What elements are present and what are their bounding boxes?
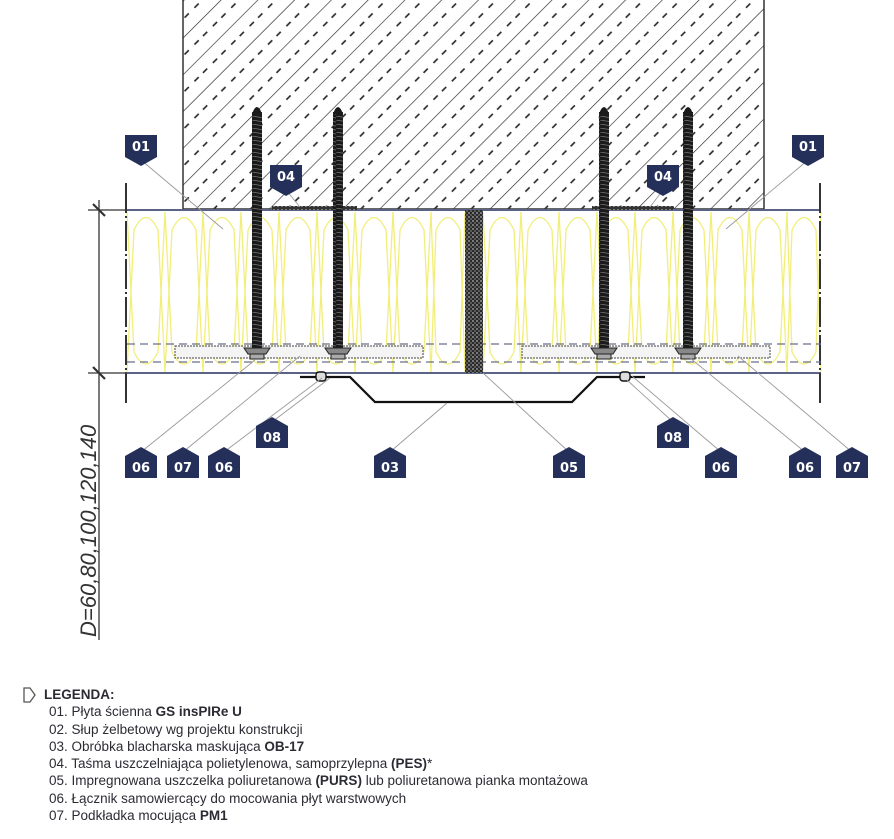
svg-text:06: 06 [131,461,151,476]
arrow-outline-icon [22,687,36,703]
legend-title-row [22,686,588,703]
svg-text:06: 06 [795,461,815,476]
legend-item: 05. Impregnowana uszczelka poliuretanowa (PURS) lub poliuretanowa pianka montażowa [49,773,588,789]
fixing-washer-left [175,346,423,358]
svg-text:04: 04 [653,170,673,185]
svg-text:01: 01 [131,140,151,155]
legend-item: 02. Słup żelbetowy wg projektu konstrukcji [49,721,303,737]
svg-text:08: 08 [262,431,282,446]
dimension-label: D=60,80,100,120,140 [76,424,101,637]
pu-foam-seal [465,210,483,373]
masking-flashing [300,377,645,402]
legend-item: 03. Obróbka blacharska maskująca OB-17 [49,738,305,754]
legend-item: 04. Taśma uszczelniająca polietylenowa, samoprzylepna (PES)* [49,756,433,772]
badge-08 [256,417,288,448]
svg-text:06: 06 [214,461,234,476]
fixing-washer-right [522,346,770,358]
badge-05 [553,447,585,478]
svg-text:08: 08 [663,431,683,446]
legend-item: 01. Płyta ścienna GS insPIRe U [49,704,242,720]
badge-03 [374,447,406,478]
badge-06 [705,447,737,478]
badge-01 [792,135,824,166]
svg-text:01: 01 [798,140,818,155]
badge-08 [657,417,689,448]
badge-07 [836,447,868,478]
legend-items [22,703,588,824]
svg-text:05: 05 [559,461,579,476]
badge-07 [167,447,199,478]
svg-text:03: 03 [380,461,400,476]
legend-item: 06. Łącznik samowiercący do mocowania płyt warstwowych [49,790,407,806]
badge-06 [125,447,157,478]
legend [22,686,588,824]
legend-title: LEGENDA: [44,687,115,702]
svg-text:04: 04 [276,170,296,185]
svg-text:07: 07 [842,461,862,476]
legend-item: 07. Podkładka mocująca PM1 [49,808,228,824]
badge-06 [208,447,240,478]
badge-01 [125,135,157,166]
badge-06 [789,447,821,478]
svg-text:07: 07 [173,461,193,476]
svg-text:06: 06 [711,461,731,476]
